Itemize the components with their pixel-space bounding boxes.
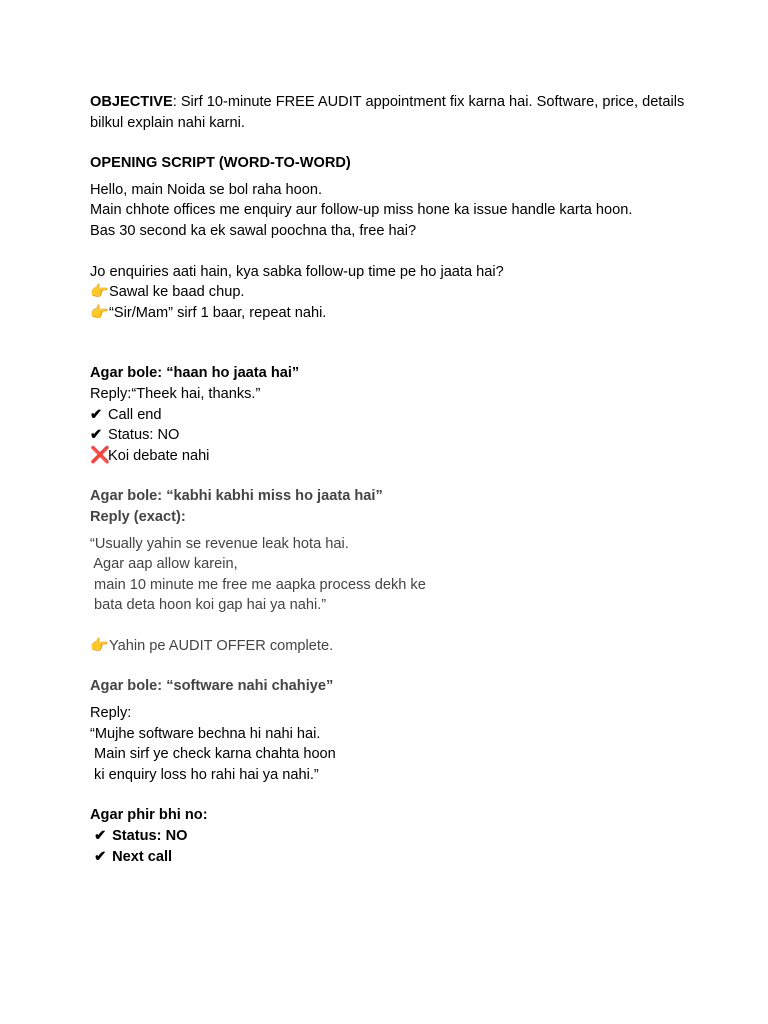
opening-line: Bas 30 second ka ek sawal poochna tha, free hai? [90,222,417,239]
opening-tip-text: “Sir/Mam” sirf 1 baar, repeat nahi. [109,304,327,321]
objective-paragraph [90,92,700,133]
case1-check-item [90,405,700,426]
case1-check-item [90,425,700,446]
case2-reply-line: Agar aap allow karein, [90,556,238,573]
case2-reply-line: main 10 minute me free me aapka process dekh ke [90,576,426,593]
checkmark-icon: ✔ [94,828,107,845]
case1-check-text: Call end [108,406,162,423]
opening-tip [90,282,700,303]
opening-line: Main chhote offices me enquiry aur follow-up miss hone ka issue handle karta hoon. [90,202,633,219]
case1-cross-text: Koi debate nahi [108,447,210,464]
case3-heading: Agar bole: “software nahi chahiye” [90,678,334,695]
case4-check-text: Next call [112,848,173,865]
pointing-hand-icon: 👉 [90,303,109,321]
case1-heading: Agar bole: “haan ho jaata hai” [90,365,300,382]
pointing-hand-icon: 👉 [90,636,109,654]
case4-check-item [90,826,700,847]
opening-line: Hello, main Noida se bol raha hoon. [90,181,323,198]
checkmark-icon: ✔ [90,427,103,444]
opening-question: Jo enquiries aati hain, kya sabka follow-up time pe ho jaata hai? [90,263,504,280]
case4-heading: Agar phir bhi no: [90,807,208,824]
opening-heading: OPENING SCRIPT (WORD-TO-WORD) [90,155,351,172]
case3-reply-line: “Mujhe software bechna hi nahi hai. [90,725,321,742]
cross-mark-icon: ❌ [90,446,110,464]
case3-reply-line: ki enquiry loss ho rahi hai ya nahi.” [90,766,319,783]
case4-check-text: Status: NO [112,828,188,845]
checkmark-icon: ✔ [94,848,107,865]
checkmark-icon: ✔ [90,406,103,423]
case2-tip-text: Yahin pe AUDIT OFFER complete. [109,637,334,654]
document-page [90,92,700,867]
case2-tip [90,636,700,657]
case2-heading: Agar bole: “kabhi kabhi miss ho jaata hai” [90,488,383,505]
objective-label: OBJECTIVE [90,94,173,110]
case2-reply-line: “Usually yahin se revenue leak hota hai. [90,535,349,552]
case1-reply: Reply:“Theek hai, thanks.” [90,385,261,402]
case3-reply-label: Reply: [90,705,132,722]
case2-reply-label: Reply (exact): [90,508,186,525]
pointing-hand-icon: 👉 [90,283,109,301]
case1-check-text: Status: NO [108,427,180,444]
objective-text: : Sirf 10-minute FREE AUDIT appointment fix karna hai. Software, price, details bilkul explain nahi karni. [90,94,685,131]
case3-reply-line: Main sirf ye check karna chahta hoon [90,746,336,763]
case2-reply-line: bata deta hoon koi gap hai ya nahi.” [90,597,327,614]
opening-tip [90,303,700,324]
case4-check-item [90,847,700,868]
opening-tip-text: Sawal ke baad chup. [109,284,245,301]
case1-cross-item [90,446,700,467]
